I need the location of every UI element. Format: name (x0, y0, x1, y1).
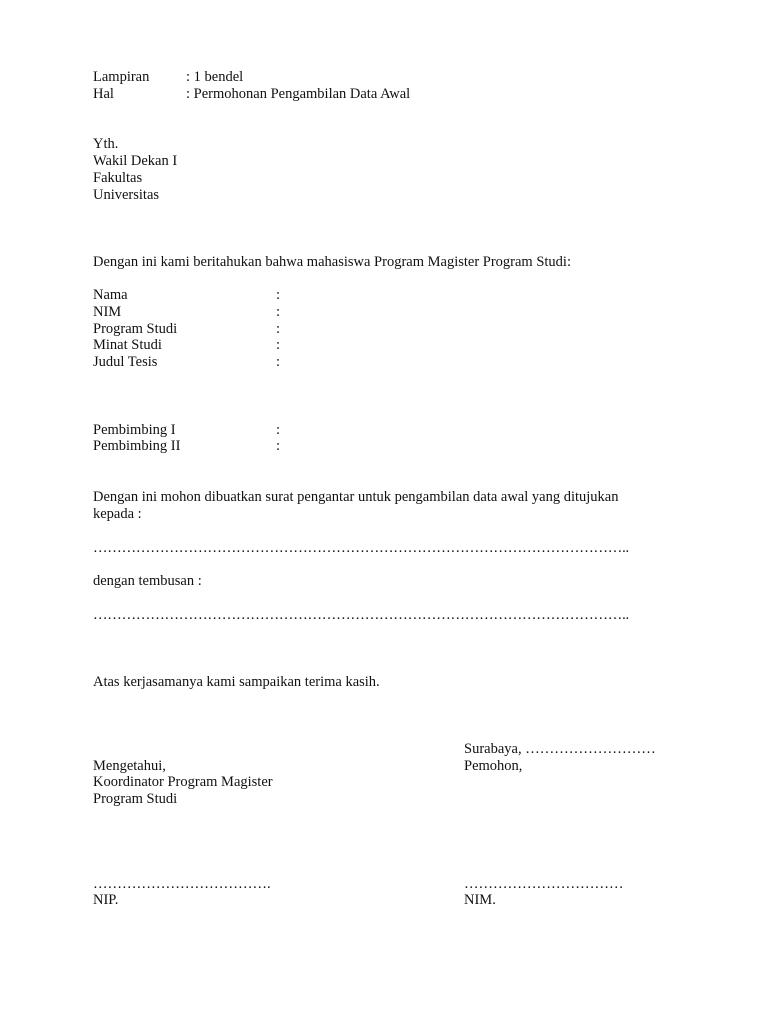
applicant-signature-line: …………………………… (464, 876, 624, 892)
nim-label: NIM. (464, 892, 496, 908)
field-colon: : (276, 304, 281, 320)
hal-label: Hal (93, 86, 114, 102)
coordinator-signature-line: ………………………………. (93, 876, 271, 892)
field-label-minat-studi: Minat Studi (93, 337, 162, 353)
field-colon: : (276, 337, 281, 353)
place-date: Surabaya, ……………………… (464, 741, 656, 757)
coordinator-title-line2: Program Studi (93, 791, 178, 807)
field-colon: : (276, 287, 281, 303)
field-label-nama: Nama (93, 287, 128, 303)
recipient-dotted-line: ………………………………………………………………………………………………….. (93, 540, 629, 556)
supervisor-label-1: Pembimbing I (93, 422, 176, 438)
hal-value: : Permohonan Pengambilan Data Awal (186, 86, 411, 102)
lampiran-value: : 1 bendel (186, 69, 244, 85)
tembusan-dotted-line: ………………………………………………………………………………………………….. (93, 607, 629, 623)
lampiran-label: Lampiran (93, 69, 150, 85)
knowing-label: Mengetahui, (93, 758, 166, 774)
field-label-nim: NIM (93, 304, 122, 320)
field-colon: : (276, 321, 281, 337)
supervisor-label-2: Pembimbing II (93, 438, 181, 454)
recipient-line1: Wakil Dekan I (93, 153, 178, 169)
field-label-judul-tesis: Judul Tesis (93, 354, 158, 370)
field-label-program-studi: Program Studi (93, 321, 178, 337)
nip-label: NIP. (93, 892, 119, 908)
recipient-yth: Yth. (93, 136, 119, 152)
recipient-line3: Universitas (93, 187, 160, 203)
field-colon: : (276, 438, 281, 454)
coordinator-title-line1: Koordinator Program Magister (93, 774, 273, 790)
request-line1: Dengan ini mohon dibuatkan surat pengantar untuk pengambilan data awal yang ditujukan (93, 489, 619, 505)
field-colon: : (276, 422, 281, 438)
tembusan-label: dengan tembusan : (93, 573, 202, 589)
closing-sentence: Atas kerjasamanya kami sampaikan terima kasih. (93, 674, 380, 690)
applicant-label: Pemohon, (464, 758, 523, 774)
request-line2: kepada : (93, 506, 142, 522)
intro-paragraph: Dengan ini kami beritahukan bahwa mahasiswa Program Magister Program Studi: (93, 254, 571, 270)
field-colon: : (276, 354, 281, 370)
recipient-line2: Fakultas (93, 170, 143, 186)
